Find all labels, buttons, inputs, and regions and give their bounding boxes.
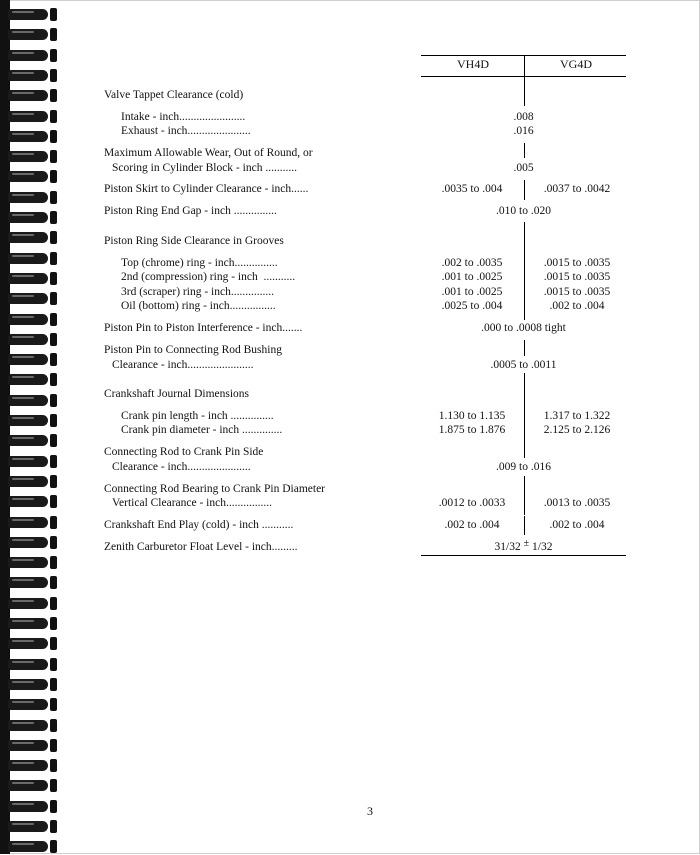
binding-coil — [8, 838, 60, 855]
spec-label: Top (chrome) ring - inch............... — [121, 257, 278, 269]
spec-label: Clearance - inch....................... — [112, 359, 254, 371]
spec-label: Piston Ring End Gap - inch ............... — [104, 205, 277, 217]
spec-value-vh4d: .001 to .0025 — [441, 286, 503, 298]
spec-label: Piston Pin to Connecting Rod Bushing — [104, 344, 282, 356]
spec-label: Intake - inch....................... — [121, 111, 246, 123]
binding-coil — [8, 311, 60, 328]
binding-coil — [8, 6, 60, 23]
column-header-vg4d: VG4D — [560, 57, 592, 71]
column-divider — [524, 476, 525, 515]
spec-label: Valve Tappet Clearance (cold) — [104, 89, 244, 101]
binding-coil — [8, 615, 60, 632]
binding-coil — [8, 777, 60, 794]
plus-minus-sign: ± — [523, 538, 530, 549]
table-bottom-rule — [421, 555, 626, 556]
binding-coil — [8, 737, 60, 754]
binding-coil — [8, 87, 60, 104]
spec-value-vg4d: 1.317 to 1.322 — [543, 410, 611, 422]
column-divider — [524, 340, 525, 356]
spec-value-shared: .000 to .0008 tight — [481, 322, 566, 334]
binding-coil — [8, 168, 60, 185]
binding-coil — [8, 331, 60, 348]
binding-coil — [8, 67, 60, 84]
binding-coil — [8, 108, 60, 125]
binding-coil — [8, 47, 60, 64]
binding-coil — [8, 392, 60, 409]
spec-label: Oil (bottom) ring - inch................ — [121, 300, 276, 312]
float-level-nominal: 31/32 — [494, 541, 521, 553]
binding-coil — [8, 432, 60, 449]
binding-coil — [8, 534, 60, 551]
spec-label: 3rd (scraper) ring - inch............... — [121, 286, 274, 298]
spec-value-vg4d: 2.125 to 2.126 — [543, 424, 611, 436]
spec-label: Clearance - inch...................... — [112, 461, 251, 473]
spec-label: Piston Pin to Piston Interference - inch....... — [104, 322, 303, 334]
spec-value-shared: .009 to .016 — [496, 461, 551, 473]
spec-value-shared: .005 — [513, 162, 534, 174]
binding-coil — [8, 696, 60, 713]
column-divider — [524, 516, 525, 535]
binding-coil — [8, 412, 60, 429]
binding-coil — [8, 717, 60, 734]
spec-label: Zenith Carburetor Float Level - inch......... — [104, 541, 298, 553]
binding-coil — [8, 757, 60, 774]
binding-coil — [8, 128, 60, 145]
spec-value-shared: .016 — [513, 125, 534, 137]
spec-label: Piston Ring Side Clearance in Grooves — [104, 235, 284, 247]
spec-label: Crankshaft Journal Dimensions — [104, 388, 250, 400]
binding-coil — [8, 473, 60, 490]
spec-label: Crankshaft End Play (cold) - inch ........... — [104, 519, 294, 531]
binding-coil — [8, 26, 60, 43]
column-divider — [524, 222, 525, 320]
binding-coil — [8, 656, 60, 673]
binding-coil — [8, 493, 60, 510]
spec-value-vh4d: .0012 to .0033 — [438, 497, 506, 509]
binding-coil — [8, 635, 60, 652]
spec-label: Vertical Clearance - inch................ — [112, 497, 272, 509]
spec-value-vg4d: .0013 to .0035 — [543, 497, 611, 509]
binding-coil — [8, 209, 60, 226]
spec-value-vg4d: .0037 to .0042 — [543, 183, 611, 195]
spec-value-vg4d: .0015 to .0035 — [543, 286, 611, 298]
binding-coil — [8, 818, 60, 835]
page-number: 3 — [367, 804, 373, 818]
binding-coil — [8, 250, 60, 267]
binding-coil — [8, 371, 60, 388]
binding-coil — [8, 798, 60, 815]
binding-coil — [8, 189, 60, 206]
spec-value-vh4d: 1.130 to 1.135 — [438, 410, 506, 422]
binding-coil — [8, 290, 60, 307]
spec-label: Connecting Rod Bearing to Crank Pin Diameter — [104, 483, 326, 495]
spec-value-vg4d: .002 to .004 — [549, 519, 605, 531]
spec-value-vh4d: .001 to .0025 — [441, 271, 503, 283]
spec-value-vh4d: .0025 to .004 — [441, 300, 503, 312]
spec-value-vg4d: .0015 to .0035 — [543, 271, 611, 283]
spec-label: Maximum Allowable Wear, Out of Round, or — [104, 147, 313, 159]
binding-coil — [8, 270, 60, 287]
binding-coil — [8, 574, 60, 591]
spec-value-vg4d: .002 to .004 — [549, 300, 605, 312]
binding-coil — [8, 229, 60, 246]
spiral-binding — [0, 0, 62, 854]
column-divider — [524, 143, 525, 158]
binding-coil — [8, 148, 60, 165]
spec-value-shared: .0005 to .0011 — [490, 359, 557, 371]
spec-value-vh4d: .002 to .004 — [444, 519, 500, 531]
column-divider — [524, 55, 525, 106]
spec-label: Crank pin diameter - inch .............. — [121, 424, 283, 436]
binding-coil — [8, 351, 60, 368]
spec-label: Connecting Rod to Crank Pin Side — [104, 446, 264, 458]
spec-value-vh4d: .002 to .0035 — [441, 257, 503, 269]
spec-label: Crank pin length - inch ............... — [121, 410, 274, 422]
binding-coil — [8, 595, 60, 612]
column-divider — [524, 373, 525, 458]
spec-label: Exhaust - inch...................... — [121, 125, 251, 137]
column-divider — [524, 180, 525, 200]
spec-label: Scoring in Cylinder Block - inch ........... — [112, 162, 297, 174]
spec-label: 2nd (compression) ring - inch ........... — [121, 271, 296, 283]
spec-value-vg4d: .0015 to .0035 — [543, 257, 611, 269]
spec-value-vh4d: 1.875 to 1.876 — [438, 424, 506, 436]
spec-value-shared: .010 to .020 — [496, 205, 551, 217]
float-level-tolerance: 1/32 — [532, 541, 553, 553]
binding-coil — [8, 453, 60, 470]
spec-label: Piston Skirt to Cylinder Clearance - inch...... — [104, 183, 309, 195]
spec-value-vh4d: .0035 to .004 — [441, 183, 503, 195]
column-header-vh4d: VH4D — [457, 57, 489, 71]
binding-coil — [8, 514, 60, 531]
spec-value-shared — [421, 540, 626, 555]
binding-coil — [8, 554, 60, 571]
binding-coil — [8, 676, 60, 693]
spec-value-shared: .008 — [513, 111, 534, 123]
